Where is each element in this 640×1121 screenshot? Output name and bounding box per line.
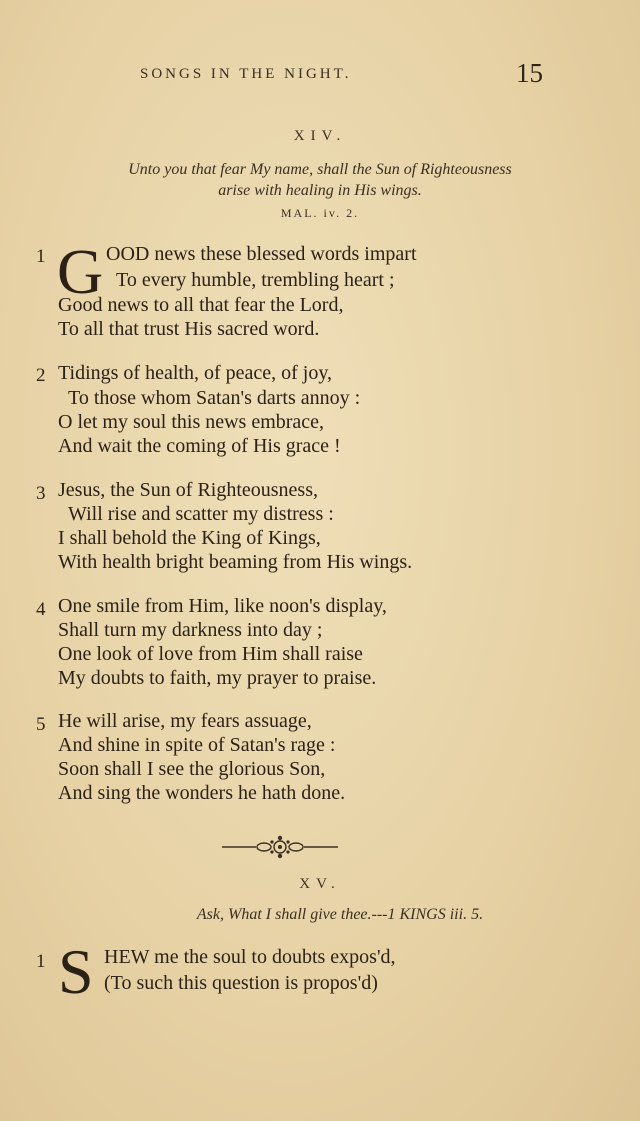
- verse-line: One smile from Him, like noon's display,: [58, 595, 387, 617]
- scripture-citation: MAL. iv. 2.: [280, 206, 360, 220]
- stanza-number: 5: [36, 714, 46, 735]
- epigraph: arise with healing in His wings.: [218, 182, 422, 199]
- verse-line: Will rise and scatter my distress :: [68, 503, 334, 525]
- verse-line: To those whom Satan's darts annoy :: [68, 387, 361, 409]
- verse-line: (To such this question is propos'd): [104, 972, 378, 994]
- hymn-number: XIV.: [293, 128, 347, 144]
- stanza-number: 2: [36, 365, 46, 386]
- epigraph: Ask, What I shall give thee.---1 KINGS iii. 5.: [196, 906, 484, 923]
- epigraph: Unto you that fear My name, shall the Sun of Righteousness: [128, 161, 512, 178]
- stanza-number: 4: [36, 599, 46, 620]
- verse-line: Jesus, the Sun of Righteousness,: [58, 479, 318, 501]
- ornament-divider: [220, 834, 340, 860]
- verse-line: Good news to all that fear the Lord,: [58, 294, 344, 316]
- stanza-number: 1: [36, 951, 46, 972]
- verse-line: HEW me the soul to doubts expos'd,: [104, 946, 396, 968]
- running-head: SONGS IN THE NIGHT.: [140, 66, 352, 82]
- verse-line: Tidings of health, of peace, of joy,: [58, 362, 333, 384]
- verse-line: Soon shall I see the glorious Son,: [58, 758, 326, 780]
- drop-cap: S: [58, 936, 94, 1007]
- hymn-number: XV.: [299, 876, 341, 892]
- verse-line: To all that trust His sacred word.: [58, 318, 320, 340]
- stanza-number: 3: [36, 483, 46, 504]
- verse-line: My doubts to faith, my prayer to praise.: [58, 667, 377, 689]
- drop-cap: G: [57, 236, 104, 307]
- verse-line: And sing the wonders he hath done.: [58, 782, 346, 804]
- verse-line: To every humble, trembling heart ;: [116, 269, 395, 291]
- verse-line: And shine in spite of Satan's rage :: [58, 734, 336, 756]
- verse-line: With health bright beaming from His wings.: [58, 551, 413, 573]
- verse-line: OOD news these blessed words impart: [106, 243, 417, 265]
- verse-line: I shall behold the King of Kings,: [58, 527, 321, 549]
- stanza-number: 1: [36, 246, 46, 267]
- verse-line: Shall turn my darkness into day ;: [58, 619, 323, 641]
- verse-line: One look of love from Him shall raise: [58, 643, 363, 665]
- verse-line: O let my soul this news embrace,: [58, 411, 325, 433]
- verse-line: And wait the coming of His grace !: [58, 435, 341, 457]
- page-number: 15: [516, 58, 543, 88]
- verse-line: He will arise, my fears assuage,: [58, 710, 312, 732]
